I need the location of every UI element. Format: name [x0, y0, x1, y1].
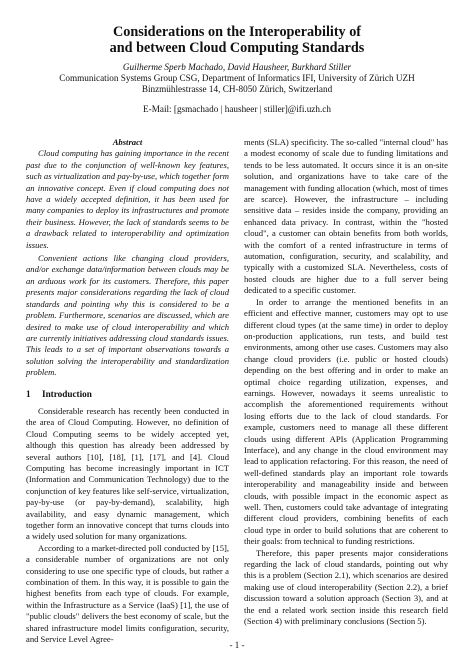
author-list: Guilherme Sperb Machado, David Hausheer, Burkhard Stiller — [122, 62, 352, 72]
left-column — [26, 137, 229, 645]
right-paragraph-3: Therefore, this paper presents major considerations regarding the lack of cloud standards, pointing out why this is a problem (Section 2.1), which scenarios are desired making use of cloud interoperability (Section 2.2), a brief discussion toward a solution approach (Section 3), and at the end a related work section inside this research field (Section 4) with preliminary conclusions (Section 5). — [244, 547, 448, 627]
postal-address: Binzmühlestrasse 14, CH-8050 Zürich, Switzerland — [141, 84, 333, 94]
right-column — [244, 137, 448, 627]
paper-title-line-1: Considerations on the Interoperability of — [112, 24, 362, 40]
intro-paragraph-1: Considerable research has recently been conducted in the area of Cloud Computing. However, no definition of Cloud Computing seems to be widely accepted yet, although this question has already been addressed by several authors [10], [18], [1], [17], and [4]. Cloud Computing has become increasingly important in ICT (Information and Communication Technology) due to the conjunction of key features like self-service, virtualization, pay-by-use (or pay-by-demand), scalability, high availability, and easy dynamic management, which together form an innovative concept that turns clouds into a widely used solution for many organizations. — [26, 405, 229, 542]
section-heading-introduction — [26, 389, 229, 400]
right-paragraph-2: In order to arrange the mentioned benefits in an efficient and effective manner, customers may opt to use different cloud types (at the same time) in order to deploy on-production applications, run tests, and build test environments, among other use cases. Customers may also change cloud providers (i.e. public or hosted clouds) depending on the best offering and in order to make an optimal choice regarding utilization, expenses, and earnings. However, nowadays it seems unrealistic to accomplish the aforementioned requirements without losing efforts due to the lack of cloud standards. For example, customers need to manage all these different clouds using different APIs (Application Programming Interface), and any change in the cloud environment may lead to application refactoring. For this reason, the need of well-defined standards play an important role towards interoperability and manageability inside and between clouds, with possible impact in the economic aspect as well. Then, customers could take advantage of integrating different cloud providers, combining benefits of each cloud type in order to build solutions that are coherent to their goals: from technical to funding restrictions. — [244, 296, 448, 547]
author-email: E-Mail: [gsmachado | hausheer | stiller]@ifi.uzh.ch — [143, 104, 331, 114]
abstract-heading: Abstract — [112, 137, 143, 147]
right-paragraph-1: ments (SLA) specificity. The so-called "internal cloud" has a modest economy of scale due to funding limitations and tends to be less automated. It occurs since it is an on-site solution, and organizations have to take care of the management with funding allocation (which, most of times are scarce). However, the infrastructure – including sensitive data – resides inside the company, providing an enhanced data privacy. In contrast, within the "hosted cloud", a customer can obtain benefits from both worlds, with the comfort of a rented infrastructure in terms of automation, configuration, security, and scalability, and typically with a customized SLA. Nevertheless, costs of hosted clouds are higher due to a full server being dedicated to a specific customer. — [244, 137, 448, 296]
abstract-paragraph-1: Cloud computing has gaining importance in the recent past due to the conjunction of well-known key features, such as virtualization and pay-by-use, which together form an innovative concept. Even if cloud computing does not have a widely accepted definition, it has been used for many companies to deploy its infrastructures and promote their business. However, the lack of standards seems to be a drawback related to interoperability and optimization issues. — [26, 148, 229, 250]
intro-paragraph-2: According to a market-directed poll conducted by [15], a considerable number of organizations are not only considering to use one specific type of clouds, but rather a combination of them. In this way, it is possible to gain the highest benefits from each type of clouds. For example, within the Infrastructure as a Service (IaaS) [1], the use of "public clouds" delivers the best economy of scale, but the shared infrastructure model limits configuration, security, and Service Level Agree- — [26, 542, 229, 645]
paper-title-line-2: and between Cloud Computing Standards — [109, 40, 365, 56]
abstract-paragraph-2: Convenient actions like changing cloud providers, and/or exchange data/information between clouds may be an arduous work for its customers. Therefore, this paper presents major considerations regarding the lack of cloud standards and pointing why this is considered to be a problem. Furthermore, scenarios are discussed, which are desired to make use of cloud interoperability and which are currently initiatives addressing cloud standards issues. This leads to a set of important observations towards a solution solving the interoperability and standardization problem. — [26, 253, 229, 378]
section-number: 1 — [26, 388, 31, 399]
affiliation: Communication Systems Group CSG, Department of Informatics IFI, University of Zürich UZH — [59, 73, 415, 83]
section-title: Introduction — [42, 388, 92, 399]
page-number: - 1 - — [229, 640, 245, 650]
